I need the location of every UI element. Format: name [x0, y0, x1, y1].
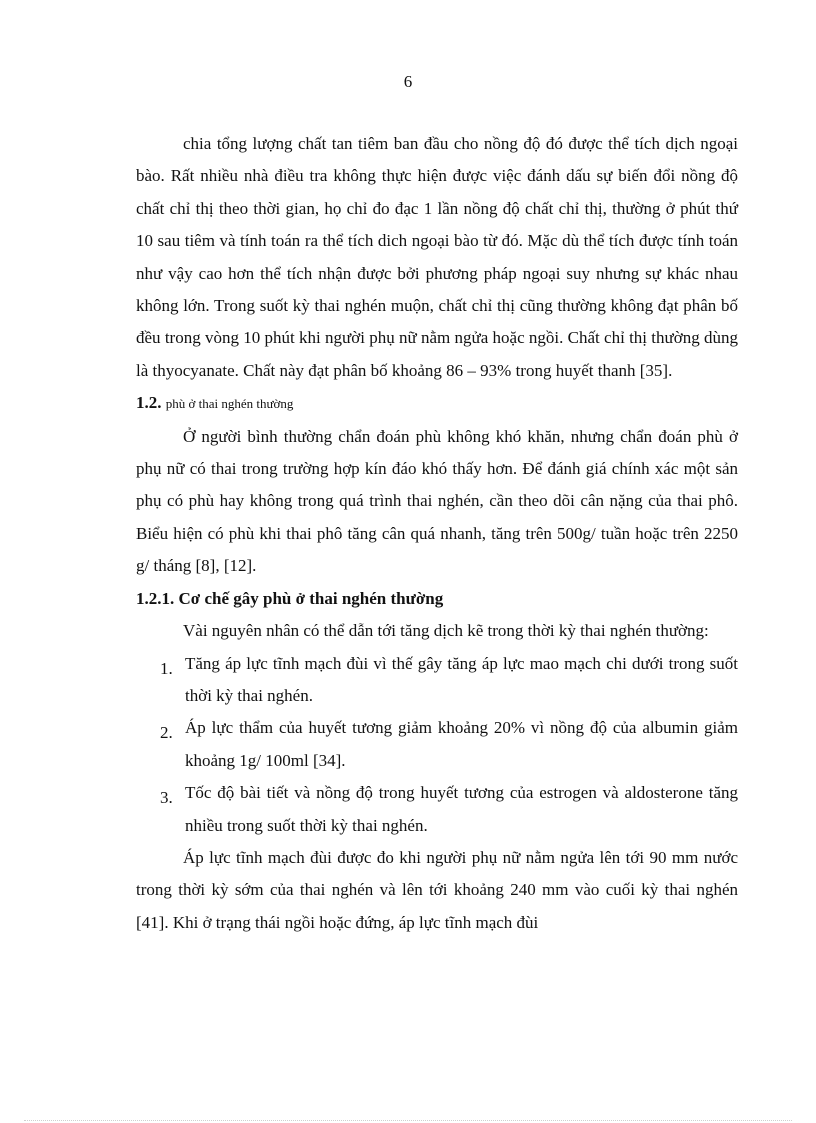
list-text: Tốc độ bài tiết và nồng độ trong huyết tương của estrogen và aldosterone tăng nhiều trong suốt thời kỳ thai nghén. [185, 783, 738, 835]
page-number: 6 [403, 72, 413, 91]
paragraph-3: Vài nguyên nhân có thể dẫn tới tăng dịch kẽ trong thời kỳ thai nghén thường: [183, 621, 709, 641]
section-number: 1.2. [136, 393, 162, 413]
list-text: Tăng áp lực tĩnh mạch đùi vì thế gây tăng áp lực mao mạch chi dưới trong suốt thời kỳ thai nghén. [185, 653, 738, 705]
paragraph-4: Áp lực tĩnh mạch đùi được đo khi người phụ nữ nằm ngửa lên tới 90 mm nước trong thời kỳ sớm của thai nghén và lên tới khoảng 240 mm vào cuối kỳ thai nghén [41]. Khi ở trạng thái ngồi hoặc đứng, áp lực tĩnh mạch đùi [136, 847, 738, 932]
list-item [136, 777, 738, 842]
paragraph-1: chia tổng lượng chất tan tiêm ban đầu cho nồng độ đó được thể tích dịch ngoại bào. Rất nhiều nhà điều tra không thực hiện được việc đánh dấu sự biến đổi nồng độ chất chỉ thị theo thời gian, họ chỉ đo đạc 1 lần nồng độ chất chỉ thị, thường ở phút thứ 10 sau tiêm và tính toán ra thể tích dich ngoại bào từ đó. Mặc dù thể tích được tính toán như vậy cao hơn thể tích nhận được bởi phương pháp ngoại suy nhưng sự khác nhau không lớn. Trong suốt kỳ thai nghén muộn, chất chỉ thị cũng thường không đạt phân bố đều trong vòng 10 phút khi người phụ nữ nằm ngửa hoặc ngồi. Chất chỉ thị thường dùng là thyocyanate. Chất này đạt phân bố khoảng 86 – 93% trong huyết thanh [35]. [136, 134, 738, 380]
list-item [136, 712, 738, 777]
list-text: Áp lực thẩm của huyết tương giảm khoảng 20% vì nồng độ của albumin giảm khoảng 1g/ 100ml [34]. [185, 718, 738, 770]
list-number: 1. [160, 658, 173, 678]
paragraph-2: Ở người bình thường chẩn đoán phù không khó khăn, nhưng chẩn đoán phù ở phụ nữ có thai trong trường hợp kín đáo khó thấy hơn. Để đánh giá chính xác một sản phụ có phù hay không trong quá trình thai nghén, cần theo dõi cân nặng của thai phô. Biểu hiện có phù khi thai phô tăng cân quá nhanh, tăng trên 500g/ tuần hoặc trên 2250 g/ tháng [8], [12]. [136, 426, 738, 576]
section-title: phù ở thai nghén thường [165, 396, 294, 412]
section-heading-1-2 [136, 387, 738, 420]
list-number: 3. [160, 788, 173, 808]
section-heading-1-2-1: 1.2.1. Cơ chế gây phù ở thai nghén thường [136, 588, 444, 608]
list-item [136, 648, 738, 713]
footer-divider [24, 1120, 792, 1121]
list-number: 2. [160, 723, 173, 743]
numbered-list [136, 648, 738, 842]
document-body [136, 128, 738, 939]
